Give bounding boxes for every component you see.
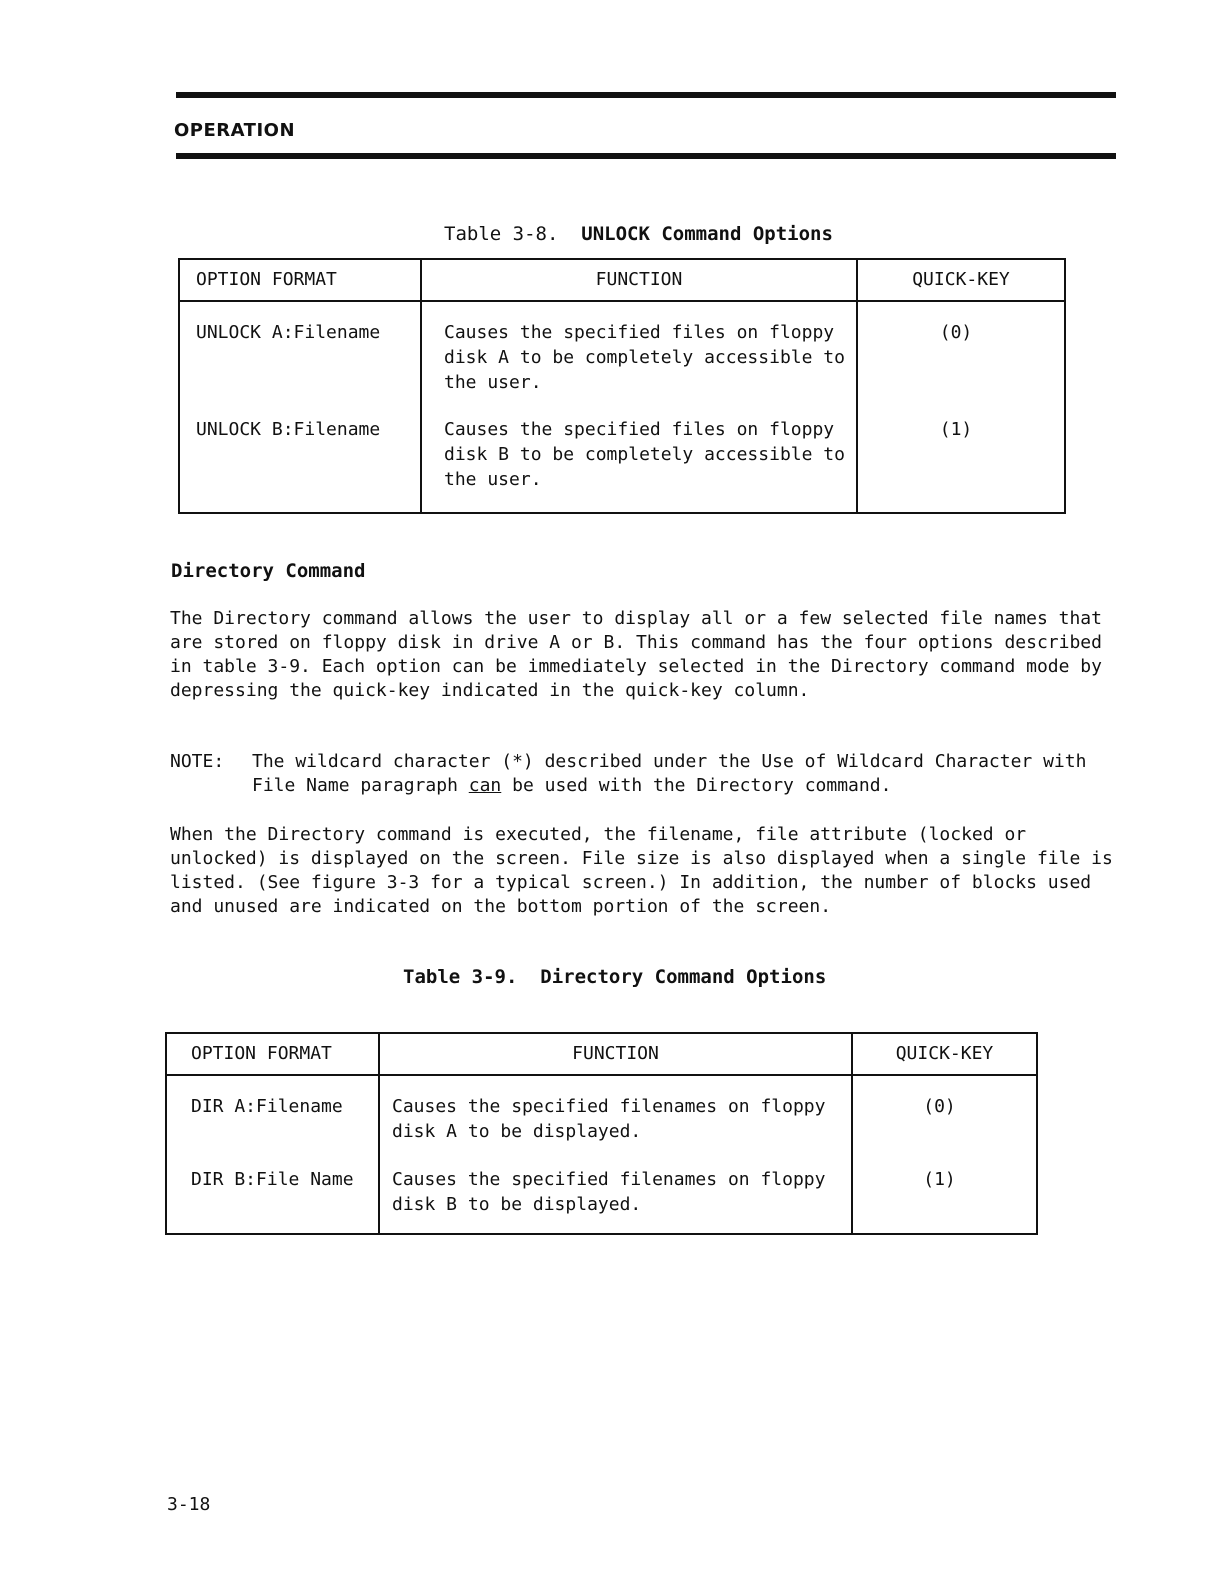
directory-description-paragraph: The Directory command allows the user to display all or a few selected file names that are stored on floppy disk in drive A or B. This command has the four options described in table 3-9. Each option can be immediately selected in the Directory command mode by depressing the quick-key indicated in the quick-key column.	[170, 608, 1102, 701]
option-cell: UNLOCK A:Filename	[179, 301, 421, 395]
quick-key-cell: (0)	[857, 301, 1065, 395]
table-3-9-caption-title: Directory Command Options	[540, 966, 827, 988]
column-header-option: OPTION FORMAT	[179, 259, 421, 301]
note-label: NOTE:	[170, 751, 225, 772]
note-underlined-word: can	[468, 775, 502, 796]
function-cell: Causes the specified files on floppy disk A to be completely accessible to the user.	[421, 301, 857, 395]
note-block	[170, 750, 1115, 798]
header-rule-top	[176, 92, 1116, 98]
option-cell: UNLOCK B:Filename	[179, 395, 421, 513]
quick-key-cell: (1)	[857, 395, 1065, 513]
note-text-before: The wildcard character (*) described under the Use of Wildcard Character with File Name paragraph	[252, 751, 1087, 796]
page-number: 3-18	[167, 1494, 211, 1515]
note-text-after: be used with the Directory command.	[512, 775, 892, 796]
table-3-8-caption	[444, 223, 833, 245]
table-row	[179, 301, 1065, 395]
table-3-8-caption-number: Table 3-8.	[444, 223, 559, 245]
table-header-row	[166, 1033, 1037, 1075]
option-cell: DIR A:Filename	[166, 1075, 379, 1144]
quick-key-cell: (1)	[852, 1144, 1037, 1234]
function-cell: Causes the specified filenames on floppy disk B to be displayed.	[379, 1144, 852, 1234]
section-header: OPERATION	[174, 120, 296, 141]
table-row	[166, 1075, 1037, 1144]
quick-key-cell: (0)	[852, 1075, 1037, 1144]
table-3-8-caption-title: UNLOCK Command Options	[581, 223, 833, 245]
table-row	[166, 1144, 1037, 1234]
column-header-function: FUNCTION	[421, 259, 857, 301]
directory-command-heading: Directory Command	[171, 560, 366, 582]
table-3-9-caption-number: Table 3-9.	[403, 966, 518, 988]
table-row	[179, 395, 1065, 513]
function-cell: Causes the specified filenames on floppy disk A to be displayed.	[379, 1075, 852, 1144]
option-cell: DIR B:File Name	[166, 1144, 379, 1234]
column-header-quick-key: QUICK-KEY	[852, 1033, 1037, 1075]
table-3-9	[165, 1032, 1038, 1235]
table-3-8	[178, 258, 1066, 514]
table-header-row	[179, 259, 1065, 301]
column-header-option: OPTION FORMAT	[166, 1033, 379, 1075]
header-rule-bottom	[176, 153, 1116, 159]
table-3-9-caption	[403, 966, 826, 988]
function-cell: Causes the specified files on floppy disk B to be completely accessible to the user.	[421, 395, 857, 513]
column-header-quick-key: QUICK-KEY	[857, 259, 1065, 301]
directory-execution-paragraph: When the Directory command is executed, the filename, file attribute (locked or unlocked) is displayed on the screen. File size is also displayed when a single file is listed. (See figure 3-3 for a typical screen.) In addition, the number of blocks used and unused are indicated on the bottom portion of the screen.	[170, 824, 1113, 917]
column-header-function: FUNCTION	[379, 1033, 852, 1075]
note-text	[170, 750, 1115, 798]
